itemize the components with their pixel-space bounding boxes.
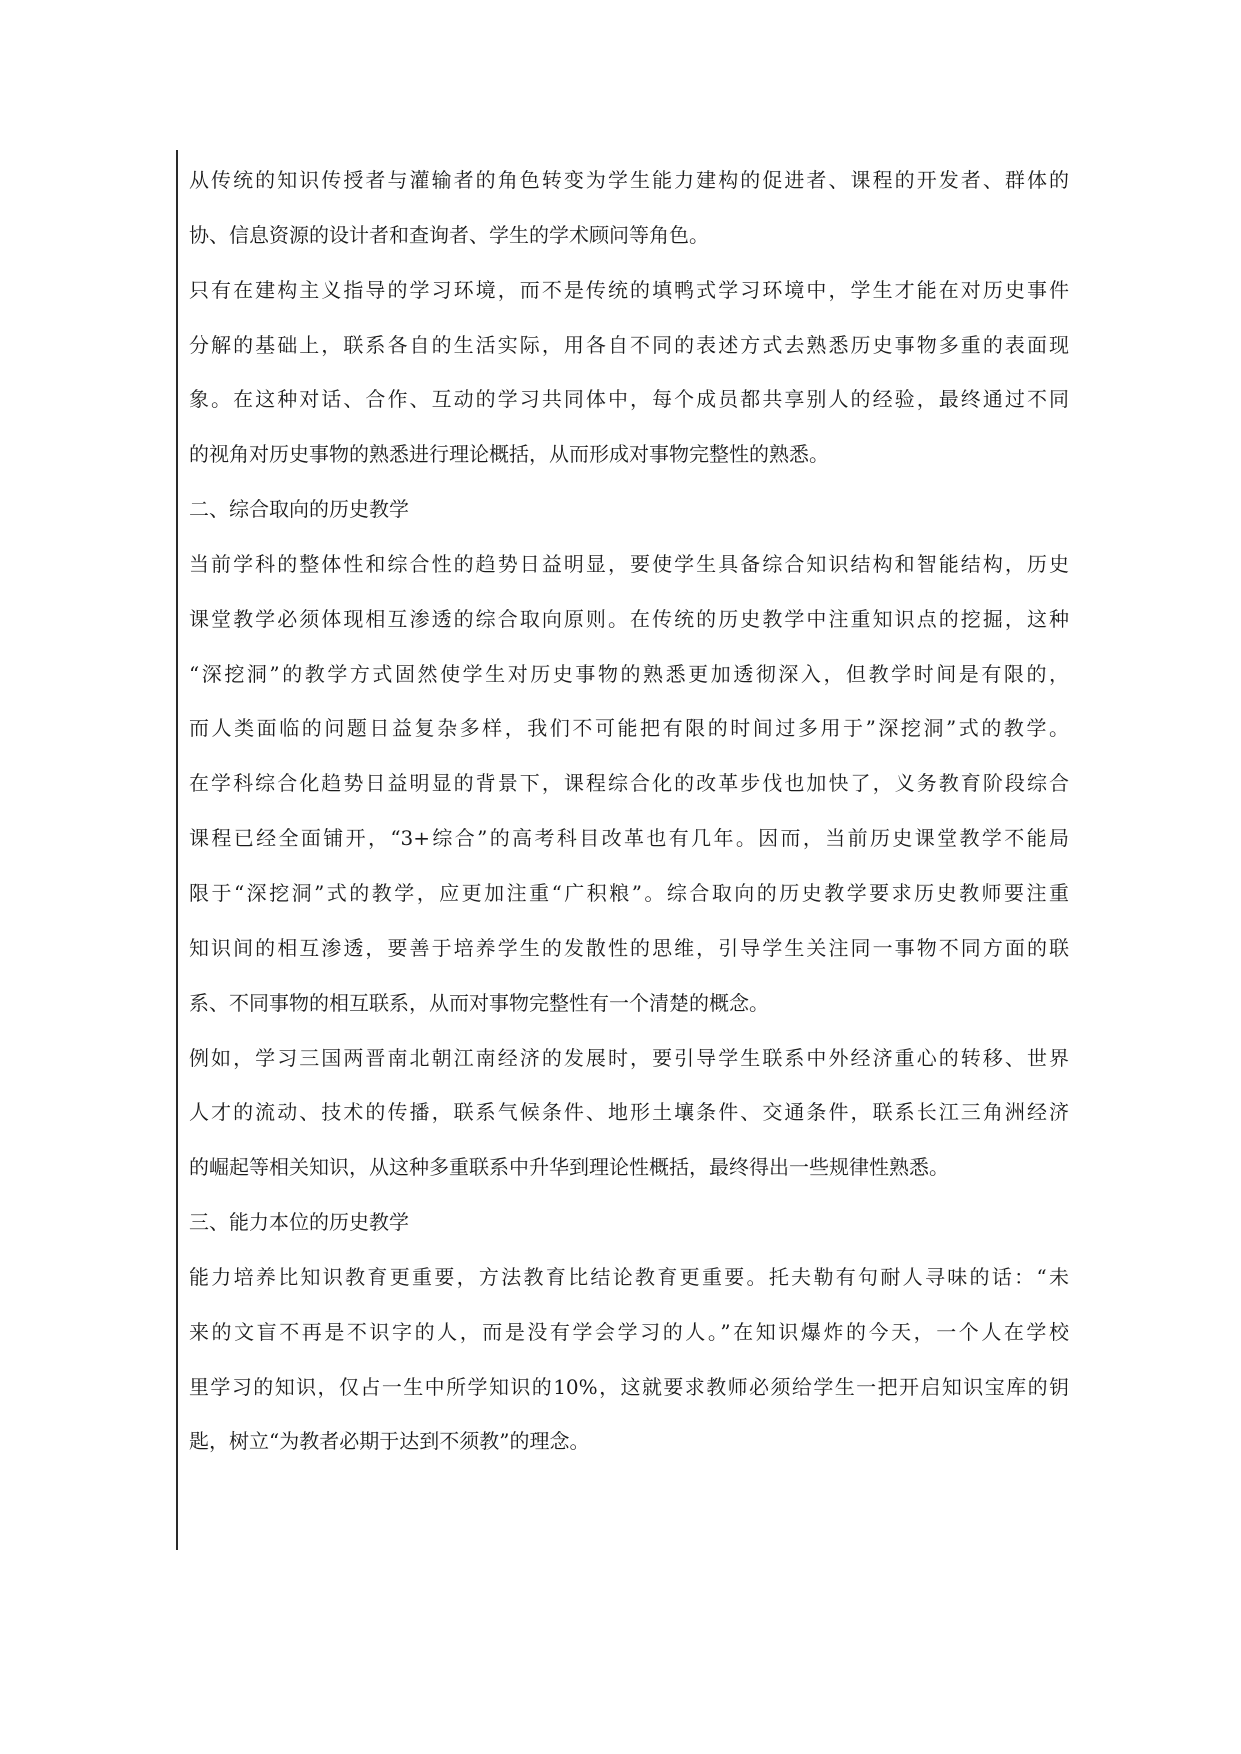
text-line: 例如，学习三国两晋南北朝江南经济的发展时，要引导学生联系中外经济重心的转移、世界	[189, 1045, 1069, 1070]
text-line: 课程已经全面铺开，“3+综合”的高考科目改革也有几年。因而，当前历史课堂教学不能局	[189, 826, 1069, 851]
section-heading: 三、能力本位的历史教学	[189, 1210, 409, 1235]
text-line: 的崛起等相关知识，从这种多重联系中升华到理论性概括，最终得出一些规律性熟悉。	[189, 1155, 949, 1180]
text-line: 分解的基础上，联系各自的生活实际，用各自不同的表述方式去熟悉历史事物多重的表面现	[189, 332, 1069, 357]
text-line: 在学科综合化趋势日益明显的背景下，课程综合化的改革步伐也加快了，义务教育阶段综合	[189, 771, 1069, 796]
text-line: 知识间的相互渗透，要善于培养学生的发散性的思维，引导学生关注同一事物不同方面的联	[189, 935, 1069, 960]
text-line: 的视角对历史事物的熟悉进行理论概括，从而形成对事物完整性的熟悉。	[189, 442, 829, 467]
text-line: “深挖洞”的教学方式固然使学生对历史事物的熟悉更加透彻深入，但教学时间是有限的，	[189, 661, 1069, 686]
text-line: 课堂教学必须体现相互渗透的综合取向原则。在传统的历史教学中注重知识点的挖掘，这种	[189, 606, 1069, 631]
text-line: 只有在建构主义指导的学习环境，而不是传统的填鸭式学习环境中，学生才能在对历史事件	[189, 277, 1069, 302]
text-line: 里学习的知识，仅占一生中所学知识的10%，这就要求教师必须给学生一把开启知识宝库的钥	[189, 1374, 1069, 1399]
text-line: 能力培养比知识教育更重要，方法教育比结论教育更重要。托夫勒有句耐人寻味的话：“未	[189, 1264, 1069, 1289]
text-line: 匙，树立“为教者必期于达到不须教”的理念。	[189, 1429, 590, 1454]
text-line: 从传统的知识传授者与灌输者的角色转变为学生能力建构的促进者、课程的开发者、群体的	[189, 168, 1069, 192]
text-line: 象。在这种对话、合作、互动的学习共同体中，每个成员都共享别人的经验，最终通过不同	[189, 387, 1069, 412]
text-line: 系、不同事物的相互联系，从而对事物完整性有一个清楚的概念。	[189, 990, 769, 1015]
text-line: 而人类面临的问题日益复杂多样，我们不可能把有限的时间过多用于”深挖洞”式的教学。	[189, 716, 1069, 741]
document-body	[189, 153, 1069, 1469]
text-line: 来的文盲不再是不识字的人，而是没有学会学习的人。”在知识爆炸的今天，一个人在学校	[189, 1319, 1069, 1344]
section-heading: 二、综合取向的历史教学	[189, 497, 409, 522]
text-line: 协、信息资源的设计者和查询者、学生的学术顾问等角色。	[189, 222, 709, 247]
text-line: 当前学科的整体性和综合性的趋势日益明显，要使学生具备综合知识结构和智能结构，历史	[189, 551, 1069, 576]
text-line: 限于“深挖洞”式的教学，应更加注重“广积粮”。综合取向的历史教学要求历史教师要注重	[189, 880, 1069, 905]
text-line: 人才的流动、技术的传播，联系气候条件、地形土壤条件、交通条件，联系长江三角洲经济	[189, 1100, 1069, 1125]
margin-rule	[176, 150, 178, 1550]
